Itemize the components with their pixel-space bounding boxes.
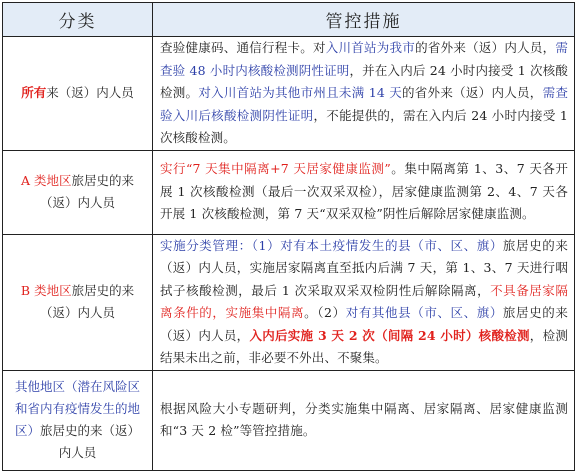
measure-text-segment: ，不能提供的，需在入内后 24 小时内接受 1 次核酸检测。 — [160, 107, 568, 145]
category-cell — [3, 37, 153, 151]
header-measures: 管控措施 — [153, 3, 575, 37]
measure-text-segment: 需查验 48 小时内核酸检测阴性证明 — [160, 40, 568, 78]
table-row — [3, 234, 575, 370]
table-row — [3, 37, 575, 151]
measure-text-segment: 旅居史的来（返）内人员，实施居家隔离直至抵内后满 7 天，第 1、3、7 天进行咽拭子核酸检测，最后 1 次采取双采双检阴性后解除隔离， — [160, 237, 568, 298]
measure-text-segment: ，检测结果未出之前，非必要不外出、不聚集。 — [160, 327, 568, 365]
category-cell — [3, 234, 153, 370]
category-text-segment: 旅居史的来（返）内人员 — [39, 173, 135, 210]
category-text-segment: B 类地区 — [20, 283, 72, 298]
measure-text-segment: 的省外来（返）内人员， — [415, 40, 556, 55]
category-text-segment: 所有 — [21, 85, 47, 101]
measure-text-segment: 查验健康码、通信行程卡。对 — [160, 40, 326, 55]
measure-text-segment: 不具备居家隔离条件的，实施集中隔离 — [160, 282, 568, 320]
category-text-segment: 旅居史的来（返）内人员 — [40, 423, 141, 460]
measure-text-segment: 实行“7 天集中隔离+7 天居家健康监测” — [160, 161, 391, 177]
category-cell — [3, 150, 153, 234]
measure-text-segment: 对入川首站为其他市州且未满 14 天 — [198, 85, 402, 100]
category-text-segment: 来（返）内人员 — [46, 85, 134, 101]
measure-text-segment: ，并在入内后 24 小时内接受 1 次核酸检测。 — [160, 62, 569, 100]
measure-text-segment: 需查验入川后核酸检测阴性证明 — [160, 85, 568, 123]
measure-text-segment: 的省外来（返）内人员， — [401, 85, 543, 100]
category-text-segment: 旅居史的来（返）内人员 — [39, 283, 135, 320]
measure-text-segment: 。（2） — [304, 305, 346, 320]
category-text-segment: 其他地区（潜在风险区和省内有疫情发生的地区） — [14, 379, 140, 438]
measure-cell — [153, 370, 575, 470]
policy-table-container — [2, 2, 574, 460]
measure-cell — [153, 234, 575, 370]
measure-text-segment: 实施分类管理：（1）对有本土疫情发生的县（市、区、旗） — [160, 237, 503, 253]
table-row — [3, 150, 575, 234]
measure-text-segment: 对有其他县（市、区、旗） — [345, 305, 503, 320]
category-cell — [3, 370, 153, 470]
measure-cell — [153, 150, 575, 234]
measure-text-segment: 入川首站为我市 — [325, 40, 416, 55]
control-measures-table — [2, 2, 575, 471]
header-category: 分类 — [3, 3, 153, 37]
measure-text-segment: 。集中隔离第 1、3、7 天各开展 1 次核酸检测（最后一次双采双检），居家健康监测第 2、4、7 天各开展 1 次核酸检测，第 7 天“双采双检”阴性后解除居家健康监测。 — [160, 161, 568, 222]
table-header-row — [3, 3, 575, 37]
measure-cell — [153, 37, 575, 151]
measure-text-segment: 旅居史的来（返）内人员， — [160, 305, 568, 343]
measure-text-segment: 入内后实施 3 天 2 次（间隔 24 小时）核酸检测 — [249, 327, 530, 343]
category-text-segment: A 类地区 — [20, 173, 72, 188]
table-row — [3, 370, 575, 470]
measure-text-segment: 根据风险大小专题研判，分类实施集中隔离、居家隔离、居家健康监测和“3 天 2 检”等管控措施。 — [160, 400, 568, 438]
